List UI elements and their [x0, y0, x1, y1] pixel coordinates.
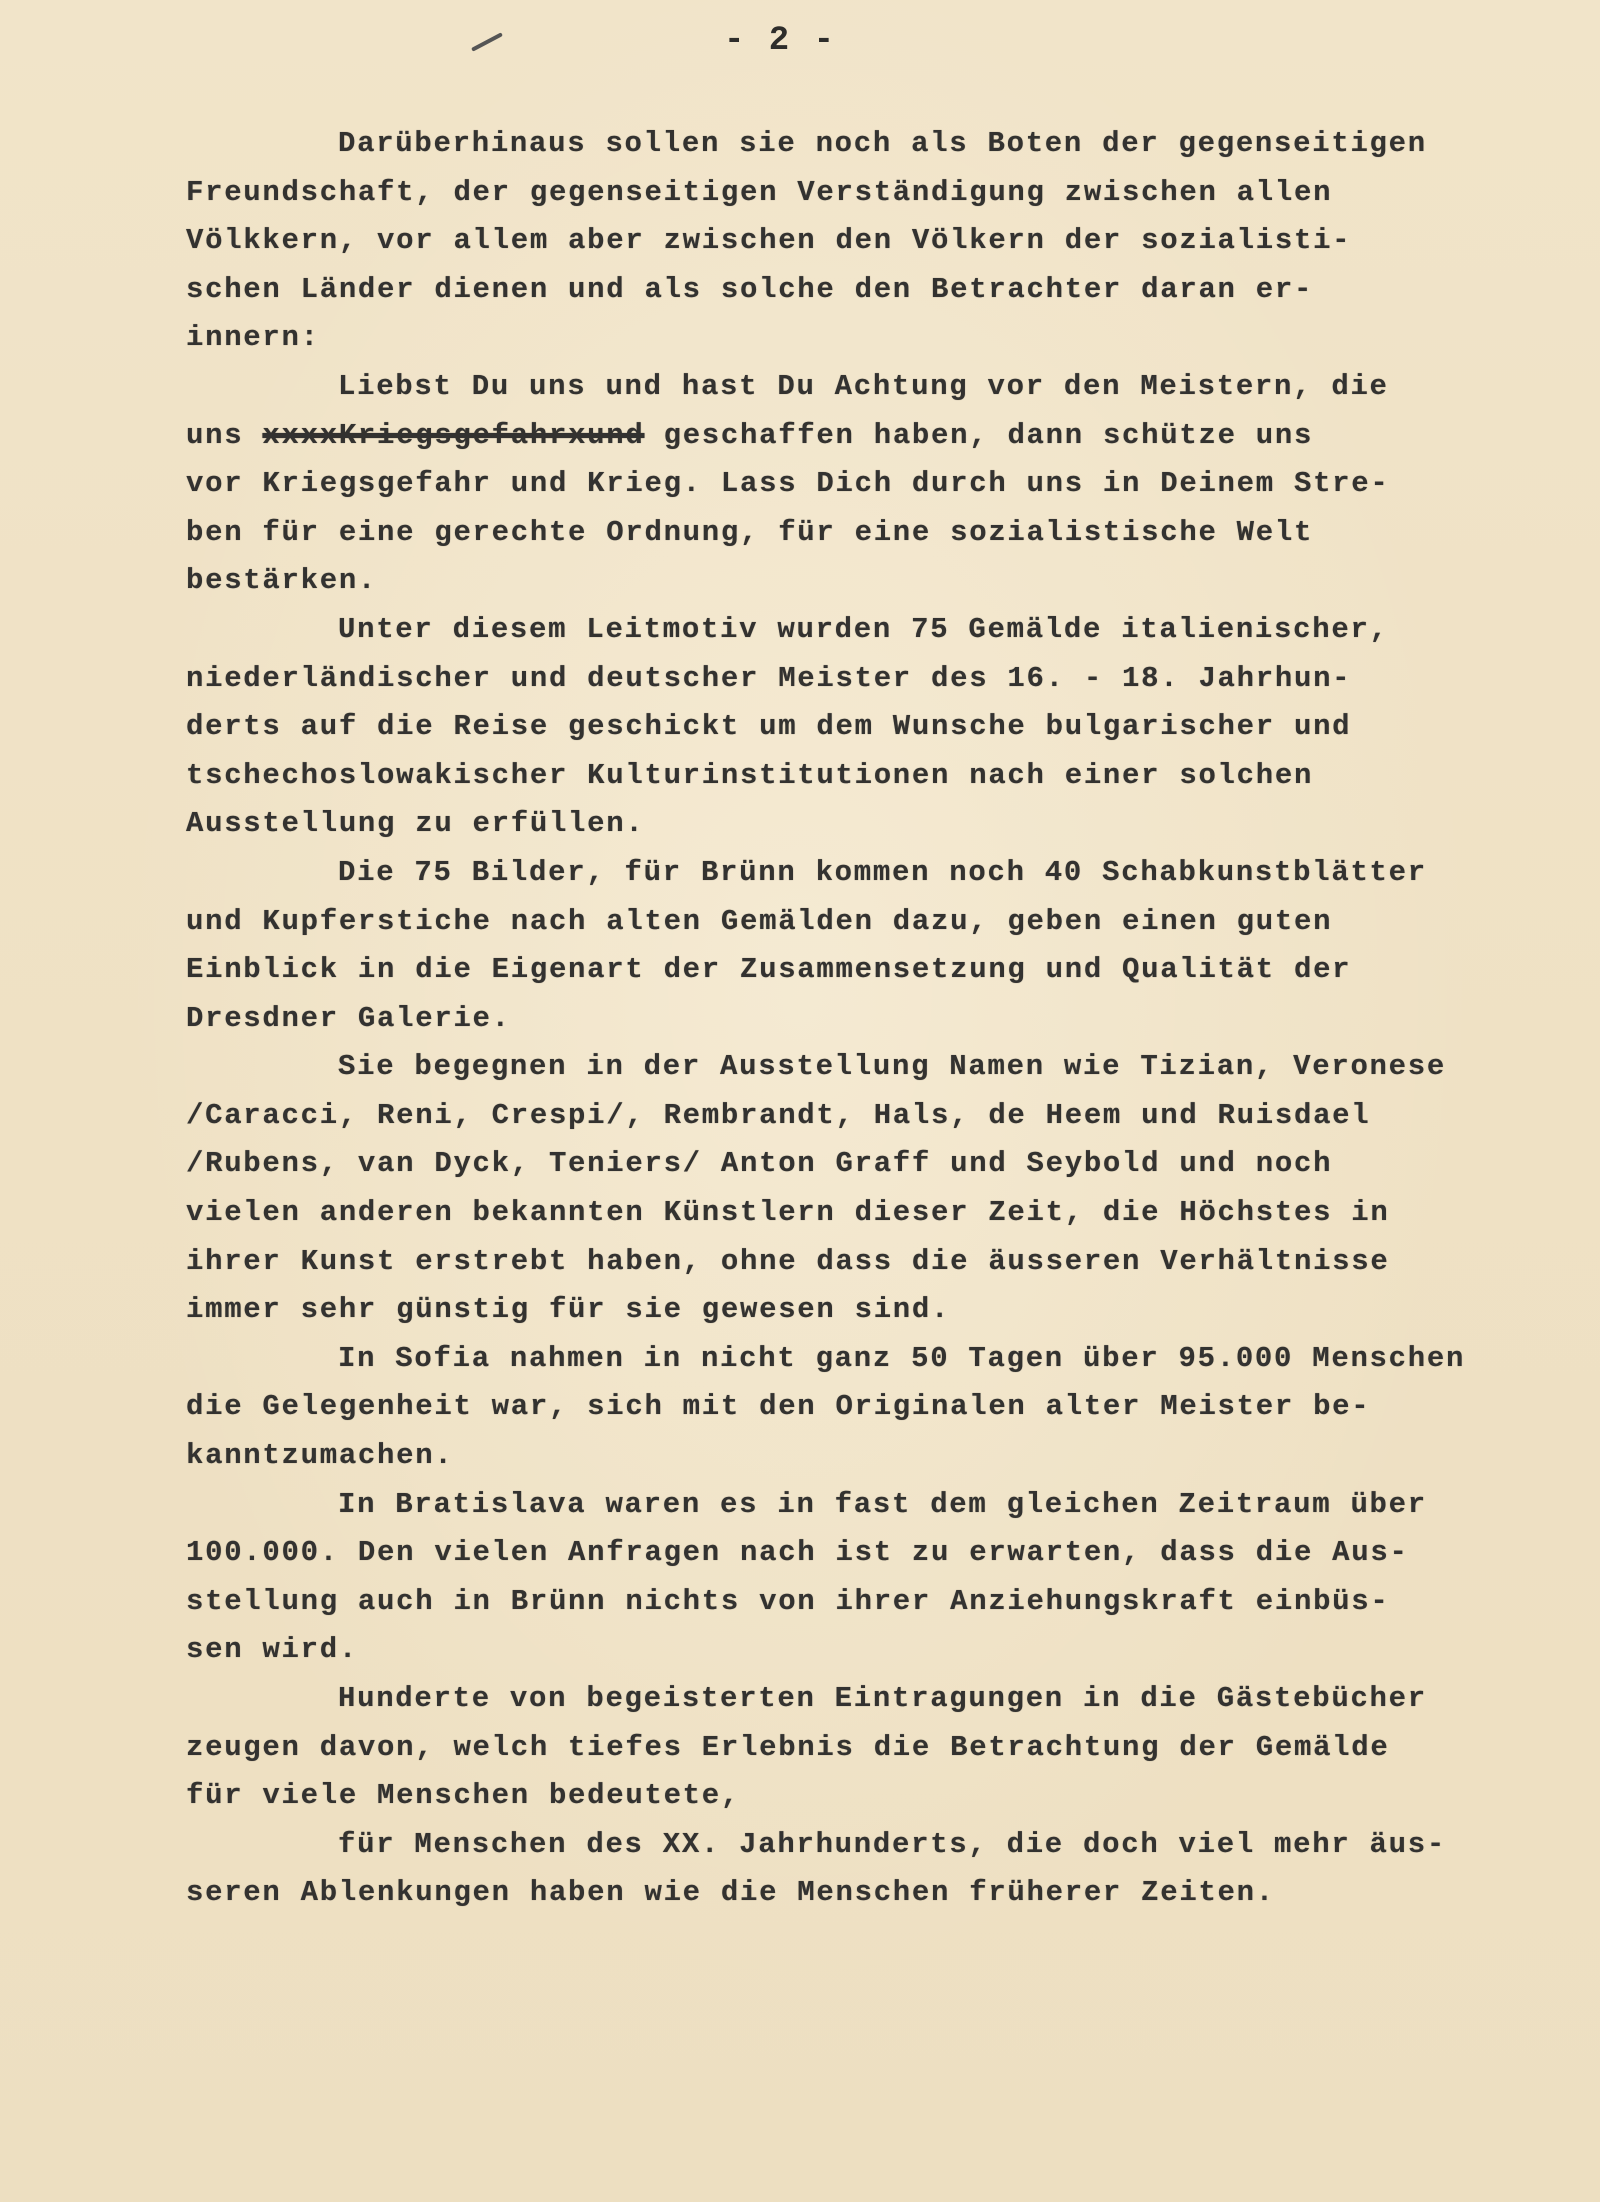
text-line: kanntzumachen.: [186, 1439, 454, 1473]
text-line: derts auf die Reise geschickt um dem Wunsche bulgarischer und: [186, 710, 1352, 744]
body-text: [186, 120, 1562, 1918]
text-line: Ausstellung zu erfüllen.: [186, 807, 645, 841]
text-line: [186, 412, 1562, 461]
text-line: die Gelegenheit war, sich mit den Originalen alter Meister be-: [186, 1390, 1371, 1424]
text-line: In Bratislava waren es in fast dem gleichen Zeitraum über: [338, 1487, 1427, 1521]
text-line: In Sofia nahmen in nicht ganz 50 Tagen über 95.000 Menschen: [338, 1341, 1466, 1375]
text-line: Hunderte von begeisterten Eintragungen in die Gästebücher: [338, 1682, 1427, 1715]
text-line: /Caracci, Reni, Crespi/, Rembrandt, Hals, de Heem und Ruisdael: [186, 1098, 1371, 1132]
text-line: 100.000. Den vielen Anfragen nach ist zu erwarten, dass die Aus-: [186, 1536, 1409, 1570]
text-line: Freundschaft, der gegenseitigen Verständigung zwischen allen: [186, 175, 1333, 209]
page-number: - 2 -: [723, 22, 837, 60]
text-line: Liebst Du uns und hast Du Achtung vor den Meistern, die: [338, 369, 1389, 403]
text-line: immer sehr günstig für sie gewesen sind.: [186, 1293, 951, 1327]
text-line: für viele Menschen bedeutete,: [186, 1779, 740, 1813]
text-line: tschechoslowakischer Kulturinstitutionen nach einer solchen: [186, 758, 1314, 792]
struck-out-text: xxxxKriegsgefahrxund: [262, 418, 645, 452]
text-line: Sie begegnen in der Ausstellung Namen wie Tizian, Veronese: [338, 1050, 1446, 1084]
text-line: Dresdner Galerie.: [186, 1001, 511, 1035]
text-line: Völkkern, vor allem aber zwischen den Völkern der sozialisti-: [186, 224, 1352, 258]
text-line: niederländischer und deutscher Meister des 16. - 18. Jahrhun-: [186, 661, 1352, 695]
text-line: bestärken.: [186, 564, 378, 598]
text-line: ben für eine gerechte Ordnung, für eine sozialistische Welt: [186, 515, 1314, 549]
text-line: und Kupferstiche nach alten Gemälden dazu, geben einen guten: [186, 904, 1333, 938]
text-line: innern:: [186, 321, 320, 355]
text-line: zeugen davon, welch tiefes Erlebnis die Betrachtung der Gemälde: [186, 1730, 1390, 1764]
text-line: ihrer Kunst erstrebt haben, ohne dass die äusseren Verhältnisse: [186, 1244, 1390, 1278]
text-line: für Menschen des XX. Jahrhunderts, die doch viel mehr äus-: [338, 1827, 1446, 1861]
line-part: geschaffen haben, dann schütze uns: [644, 418, 1314, 452]
line-part: uns: [186, 418, 263, 452]
text-line: stellung auch in Brünn nichts von ihrer Anziehungskraft einbüs-: [186, 1584, 1390, 1618]
text-line: schen Länder dienen und als solche den Betrachter daran er-: [186, 272, 1314, 306]
text-line: Unter diesem Leitmotiv wurden 75 Gemälde italienischer,: [338, 612, 1389, 646]
text-line: seren Ablenkungen haben wie die Menschen früherer Zeiten.: [186, 1876, 1275, 1910]
text-line: Einblick in die Eigenart der Zusammensetzung und Qualität der: [186, 953, 1352, 987]
text-line: vielen anderen bekannten Künstlern dieser Zeit, die Höchstes in: [186, 1196, 1390, 1230]
text-line: sen wird.: [186, 1633, 358, 1667]
text-line: Die 75 Bilder, für Brünn kommen noch 40 Schabkunstblätter: [338, 855, 1427, 889]
text-line: Darüberhinaus sollen sie noch als Boten der gegenseitigen: [338, 127, 1427, 160]
text-line: /Rubens, van Dyck, Teniers/ Anton Graff und Seybold und noch: [186, 1147, 1333, 1181]
text-line: vor Kriegsgefahr und Krieg. Lass Dich durch uns in Deinem Stre-: [186, 467, 1390, 501]
